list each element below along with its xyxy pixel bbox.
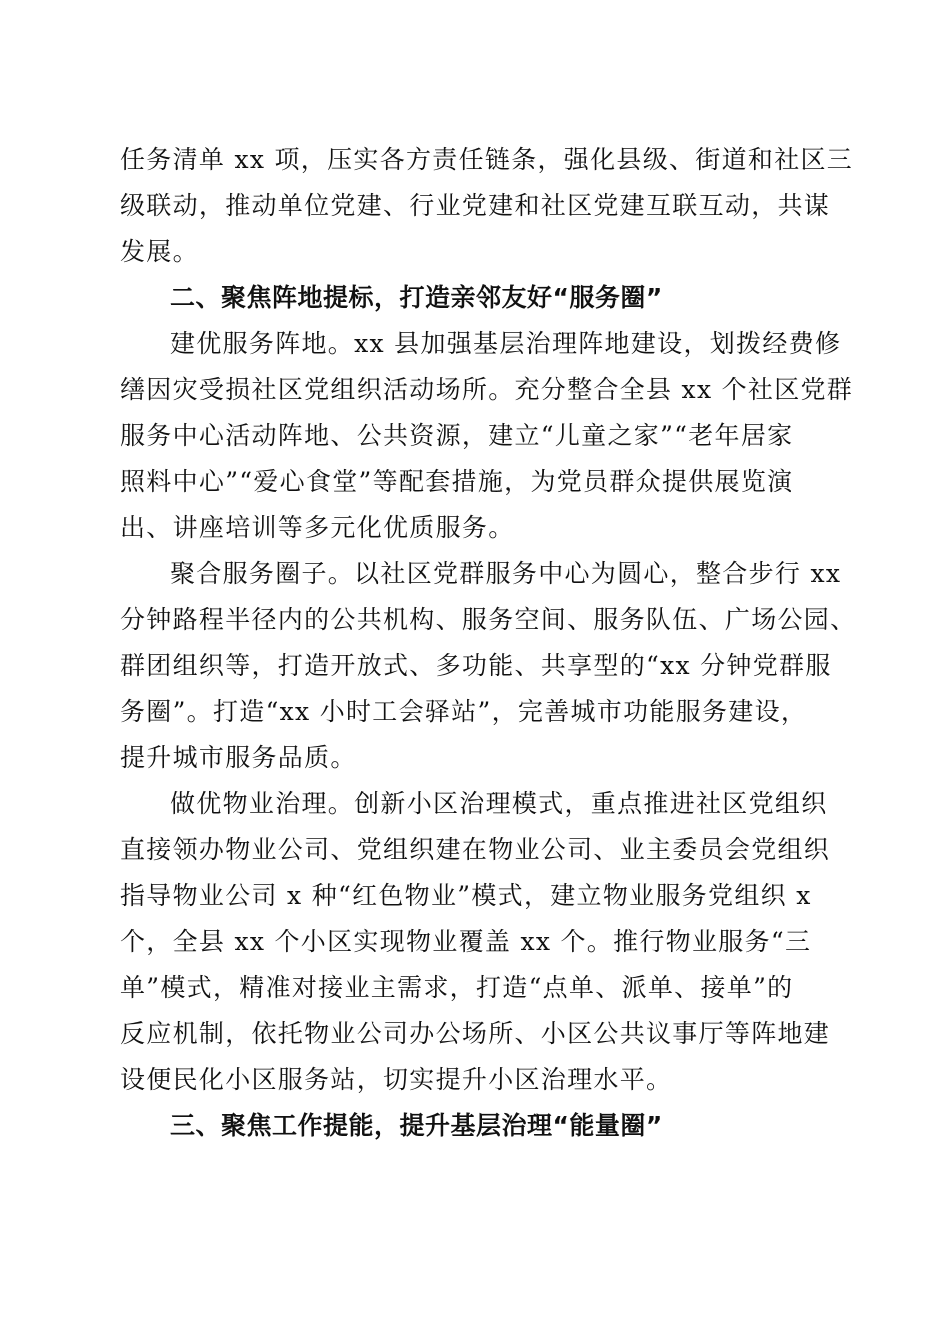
text-line: 分钟路程半径内的公共机构、服务空间、服务队伍、广场公园、 <box>120 605 857 634</box>
text-line: 发展。 <box>120 237 199 266</box>
text-line: 照料中心”“爱心食堂”等配套措施，为党员群众提供展览演 <box>120 467 794 496</box>
text-line: 服务中心活动阵地、公共资源，建立“儿童之家”“老年居家 <box>120 421 794 450</box>
text-line: 群团组织等，打造开放式、多功能、共享型的“xx 分钟党群服 <box>120 651 832 680</box>
paragraph-first-line: 建优服务阵地。xx 县加强基层治理阵地建设，划拨经费修 <box>170 329 842 358</box>
text-line: 级联动，推动单位党建、行业党建和社区党建互联互动，共谋 <box>120 191 831 220</box>
text-line: 反应机制，依托物业公司办公场所、小区公共议事厅等阵地建 <box>120 1019 831 1048</box>
paragraph-first-line: 聚合服务圈子。以社区党群服务中心为圆心，整合步行 xx <box>170 559 842 588</box>
text-line: 提升城市服务品质。 <box>120 743 357 772</box>
text-line: 务圈”。打造“xx 小时工会驿站”，完善城市功能服务建设， <box>120 697 808 726</box>
paragraph-first-line: 做优物业治理。创新小区治理模式，重点推进社区党组织 <box>170 789 828 818</box>
text-line: 任务清单 xx 项，压实各方责任链条，强化县级、街道和社区三 <box>120 145 854 174</box>
text-line: 指导物业公司 x 种“红色物业”模式，建立物业服务党组织 x <box>120 881 812 910</box>
text-line: 直接领办物业公司、党组织建在物业公司、业主委员会党组织 <box>120 835 831 864</box>
text-line: 缮因灾受损社区党组织活动场所。充分整合全县 xx 个社区党群 <box>120 375 854 404</box>
section-heading: 三、聚焦工作提能，提升基层治理“能量圈” <box>170 1111 663 1140</box>
text-line: 出、讲座培训等多元化优质服务。 <box>120 513 515 542</box>
text-line: 个，全县 xx 个小区实现物业覆盖 xx 个。推行物业服务“三 <box>120 927 812 956</box>
text-line: 单”模式，精准对接业主需求，打造“点单、派单、接单”的 <box>120 973 794 1002</box>
section-heading: 二、聚焦阵地提标，打造亲邻友好“服务圈” <box>170 283 663 312</box>
text-line: 设便民化小区服务站，切实提升小区治理水平。 <box>120 1065 673 1094</box>
